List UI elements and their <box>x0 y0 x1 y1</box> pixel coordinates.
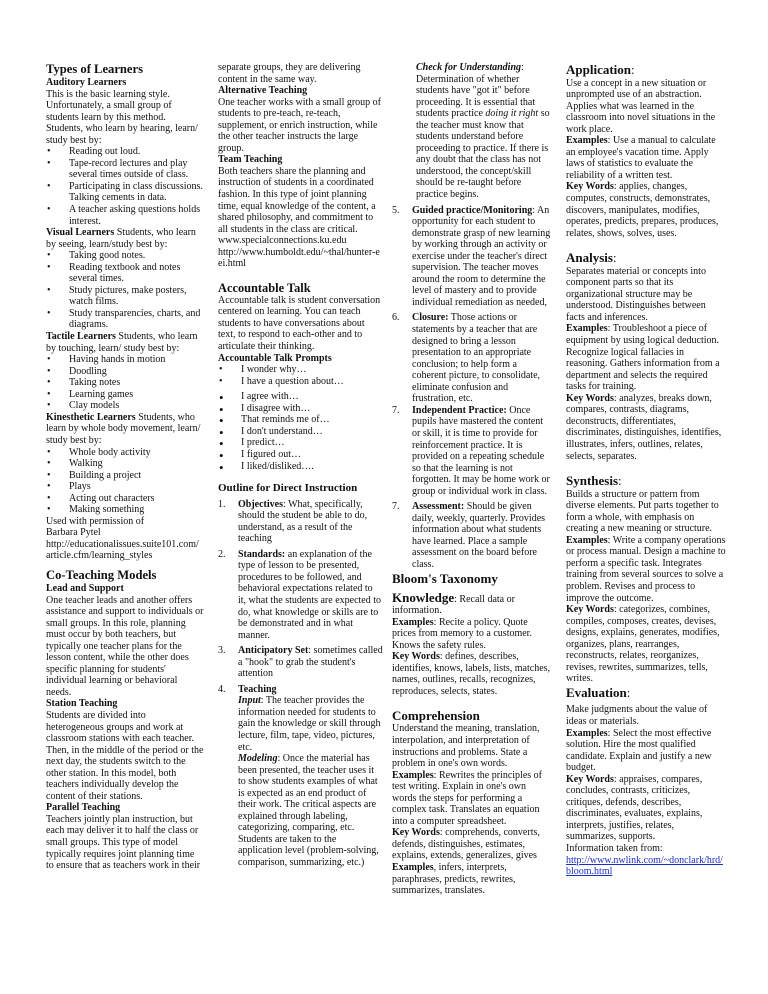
list-item: • Study pictures, make posters, watch films. <box>46 285 204 308</box>
kinesthetic-desc: Students, who learn by whole body movement, learn/ study best by: <box>46 411 201 446</box>
check-understanding-paragraph <box>392 62 552 201</box>
synthesis-heading-line: Synthesis: <box>566 473 622 489</box>
application-text: Use a concept in a new situation or unprompted use of an abstraction. Applies what was learned in the classroom into novel situations in the work place. <box>566 77 716 135</box>
parallel-heading: Parallel Teaching <box>46 802 121 814</box>
list-item: • Whole body activity <box>46 447 204 459</box>
list-item: • Reading textbook and notes several times. <box>46 262 204 285</box>
outline-text: Should be given daily, weekly, quarterly. Provides information about what students have learned. Place a sample assessment on the board before class. <box>412 501 546 570</box>
outline-item-5 <box>392 205 552 309</box>
check-text: : Determination of whether students have "got it" before proceeding. It is essential that students practice <box>416 62 536 120</box>
list-item: • I disagree with… <box>218 403 383 415</box>
examples-text: : Select the most effective solution. Hire the most qualified candidate. Explain and justify a new budget. <box>566 727 712 774</box>
prompts-list-a <box>218 364 383 387</box>
lead-support-text: One teacher leads and another offers assistance and support to individuals or small groups. In this role, planning must occur by both teachers, but typically one teacher plans for the lesson content, while the other does specific planning for students' individual learning or behavioral needs. <box>46 594 204 698</box>
application-heading-line: Application: <box>566 62 635 77</box>
prompts-list-b <box>218 391 383 472</box>
keywords-text: : defines, describes, identifies, knows, labels, lists, matches, names, outlines, recalls, recognizes, reproduces, selects, states. <box>392 651 551 697</box>
comprehension-heading: Comprehension <box>392 708 480 724</box>
station-text: Students are divided into heterogeneous groups and work at classroom stations with each teacher. Then, in the middle of the period or the next day, the students switch to the other station. In this model, both teachers individually develop the content of their stations. <box>46 709 204 802</box>
examples-label: Examples <box>566 135 608 147</box>
evaluation-text: Make judgments about the value of ideas or materials. <box>566 704 708 727</box>
column-4 <box>566 62 726 878</box>
outline-item-assessment <box>392 501 552 570</box>
outline-item-7 <box>392 405 552 497</box>
synthesis-examples <box>566 535 726 604</box>
examples-label: Examples <box>566 727 608 739</box>
parallel-cont: separate groups, they are delivering content in the same way. <box>218 62 361 85</box>
outline-item-4: 4. Teaching <box>218 683 277 695</box>
outline-label: Teaching <box>238 683 277 695</box>
examples-text: : Troubleshoot a piece of equipment by using logical deduction. Recognize logical fallacies in reasoning. Gathers information from a department and selects the required tasks for training. <box>566 323 720 393</box>
comprehension-text: Understand the meaning, translation, interpolation, and interpretation of instructions and problems. State a problem in one's own words. <box>392 723 540 770</box>
keywords-text: : categorizes, combines, compiles, composes, creates, devises, designs, explains, generates, modifies, organizes, plans, rearranges, reconstructs, relates, reorganizes, revises, rewrites, summarizes, tells, writes. <box>566 604 720 685</box>
team-heading: Team Teaching <box>218 154 283 166</box>
list-item: • Building a project <box>46 470 204 482</box>
tactile-desc: Students, who learn by touching, learn/ study best by: <box>46 331 198 354</box>
keywords-text: : comprehends, converts, defends, distinguishes, estimates, explains, extends, generalizes, gives <box>392 827 540 862</box>
analysis-heading-line: Analysis: <box>566 250 617 266</box>
outline-text: Those actions or statements by a teacher that are designed to bring a lesson presentation to an appropriate conclusion; to help form a coherent picture, to consolidate, eliminate confusion and frustration, etc. <box>412 312 541 405</box>
analysis-keywords <box>566 393 726 462</box>
synthesis-text: Builds a structure or pattern from diverse elements. Put parts together to form a whole, with emphasis on creating a new meaning or structure. <box>566 488 719 535</box>
list-item: • I liked/disliked…. <box>218 461 383 473</box>
list-item: • I have a question about… <box>218 376 383 388</box>
outline-text: an explanation of the type of lesson to be presented, procedures to be followed, and behavioral expectations related to it, what the students are expected to do, what knowledge or skills are to be demonstrated and in what manner. <box>238 548 382 641</box>
keywords-label: Key Words <box>566 392 614 404</box>
list-item: • Acting out characters <box>46 493 204 505</box>
outline-item-2: 2. Standards: an explanation of the type of lesson to be presented, procedures to be followed, and behavioral expectations related to it, what the students are expected to do, what knowledge or skills are to be demonstrated and in what manner. <box>218 548 382 641</box>
list-item: • A teacher asking questions holds interest. <box>46 204 204 227</box>
co-teaching-heading: Co-Teaching Models <box>46 567 157 582</box>
evaluation-keywords <box>566 774 726 843</box>
list-item: • Learning games <box>46 389 204 401</box>
auditory-list <box>46 146 204 227</box>
outline-label: Anticipatory Set <box>238 645 309 657</box>
list-item: • Participating in class discussions. Talking cements in data. <box>46 181 204 204</box>
analysis-heading: Analysis <box>566 250 613 266</box>
parallel-text: Teachers jointly plan instruction, but each may deliver it to half the class or small groups. This type of model typically requires joint planning time to ensure that as teachers work in their <box>46 813 201 872</box>
knowledge-sub: : Recall data or information. <box>392 593 515 617</box>
visual-paragraph <box>46 227 204 250</box>
keywords-text: : applies, changes, computes, constructs, demonstrates, discovers, manipulates, modifies, operates, predicts, prepares, produces, relates, shows, solves, uses. <box>566 181 719 239</box>
keywords-label: Key Words <box>566 181 614 193</box>
lead-support-heading: Lead and Support <box>46 582 124 594</box>
tactile-list <box>46 354 204 412</box>
keywords-label: Key Words <box>566 773 614 785</box>
author-name: Barbara Pytel <box>46 527 101 539</box>
list-item: • Study transparencies, charts, and diagrams. <box>46 308 204 331</box>
outline-item-1: 1. Objectives: What, specifically, should the student be able to do, understand, as a result of the teaching <box>218 498 368 545</box>
input-paragraph <box>218 695 383 753</box>
column-3 <box>392 62 552 897</box>
list-item: • I figured out… <box>218 449 383 461</box>
examples-label: Examples <box>392 862 434 873</box>
analysis-examples <box>566 323 726 392</box>
list-item: • Doodling <box>46 366 204 378</box>
auditory-desc: This is the basic learning style. Unfortunately, a small group of students learn by this method. Students, who learn by hearing, learn/ study best by: <box>46 88 198 146</box>
outline-number: 7. <box>392 404 400 416</box>
analysis-text: Separates material or concepts into component parts so that its organizational structure may be understood. Distinguishes between facts and inferences. <box>566 265 706 323</box>
outline-text: Once pupils have mastered the content or skill, it is time to provide for reinforcement practice. It is provided on a repeating schedule so that the learning is not forgotten. It may be home work or group or individual work in class. <box>412 404 550 497</box>
keywords-label: Key Words <box>566 604 614 616</box>
examples-text: : Rewrites the principles of test writing. Explain in one's own words the steps for performing a complex task. Translates an equation into a computer spreadsheet. <box>392 769 542 827</box>
outline-label: Assessment: <box>412 501 465 513</box>
outline-text: : sometimes called a "hook" to grab the student's attention <box>238 645 383 680</box>
list-item: • I wonder why… <box>218 364 383 376</box>
visual-heading: Visual Learners <box>46 227 115 239</box>
outline-number: 6. <box>392 312 400 324</box>
check-emphasis: doing it right <box>485 108 539 120</box>
column-1 <box>46 62 204 872</box>
application-examples <box>566 135 726 181</box>
info-source-link[interactable]: http://www.nwlink.com/~donclark/hrd/bloom.html <box>566 854 723 878</box>
outline-label: Standards: <box>238 548 286 560</box>
visual-desc: Students, who learn by seeing, learn/study best by: <box>46 227 196 250</box>
keywords-text-2: , infers, interprets, paraphrases, predicts, rewrites, summarizes, translates. <box>392 862 516 897</box>
modeling-text: : Once the material has been presented, the teacher uses it to show students examples of what is expected as an end product of their work. The critical aspects are explained through labeling, categorizing, comparing, etc. Students are taken to the application level (problem-solving, comparison, summarizing, etc.) <box>238 753 379 868</box>
accountable-talk-heading: Accountable Talk <box>218 280 311 295</box>
application-keywords <box>566 181 726 239</box>
knowledge-heading: Knowledge <box>392 589 455 605</box>
list-item: • Taking good notes. <box>46 250 204 262</box>
prompts-heading: Accountable Talk Prompts <box>218 352 332 364</box>
list-item: • Walking <box>46 458 204 470</box>
outline-label: Independent Practice: <box>412 404 507 416</box>
check-text-2: so the teacher must know that students understand before proceeding to practice. If there is any doubt that the class has not understood, the concept/skill should be re-taught before practice begins. <box>416 108 550 201</box>
accountable-talk-text: Accountable talk is student conversation centered on learning. You can teach students to have conversations about text, to respond to each-other and to articulate their thinking. <box>218 294 381 353</box>
permission-text: Used with permission of <box>46 515 145 527</box>
synthesis-keywords <box>566 604 726 685</box>
knowledge-paragraph <box>392 590 552 617</box>
list-item: • Plays <box>46 481 204 493</box>
outline-item-3: 3. Anticipatory Set: sometimes called a "hook" to grab the student's attention <box>218 645 383 680</box>
source-url: http://educationalissues.suite101.com/ article.cfm/learning_styles <box>46 538 199 562</box>
examples-label: Examples <box>392 769 434 781</box>
reference-url-1: www.specialconnections.ku.edu <box>218 235 347 247</box>
list-item: • I predict… <box>218 437 383 449</box>
kinesthetic-paragraph <box>46 412 204 447</box>
examples-label: Examples <box>566 323 608 335</box>
alternative-heading: Alternative Teaching <box>218 85 308 97</box>
list-item: • Tape-record lectures and play several times outside of class. <box>46 158 204 181</box>
examples-text: : Use a manual to calculate an employee's vacation time. Apply laws of statistics to evaluate the reliability of a written test. <box>566 135 716 181</box>
comprehension-keywords <box>392 827 552 896</box>
info-taken-label: Information taken from: <box>566 843 663 854</box>
comprehension-examples <box>392 770 552 828</box>
list-item: • I don't understand… <box>218 426 383 438</box>
evaluation-heading-line: Evaluation: <box>566 684 631 700</box>
examples-label: Examples <box>392 616 434 628</box>
input-text: : The teacher provides the information needed for students to gain the knowledge or skill through lecture, film, tape, video, pictures, etc. <box>238 695 381 753</box>
outline-label: Objectives <box>238 498 283 510</box>
column-2 <box>218 62 383 869</box>
blooms-taxonomy-heading: Bloom's Taxonomy <box>392 570 498 586</box>
keywords-text: : appraises, compares, concludes, contrasts, criticizes, critiques, defends, describes, discriminates, evaluates, explains, interprets, justifies, relates, summarizes, supports. <box>566 773 703 843</box>
types-of-learners-heading: Types of Learners <box>46 62 144 76</box>
list-item: • Reading out loud. <box>46 146 204 158</box>
keywords-label: Key Words <box>392 827 440 839</box>
list-item: • That reminds me of… <box>218 414 383 426</box>
modeling-label: Modeling <box>238 753 278 765</box>
keywords-text: : analyzes, breaks down, compares, contrasts, diagrams, deconstructs, differentiates, discriminates, distinguishes, identifies, illustrates, infers, outlines, relates, selects, separates. <box>566 392 722 462</box>
keywords-label: Key Words <box>392 651 440 663</box>
kinesthetic-list <box>46 447 204 516</box>
synthesis-heading: Synthesis <box>566 473 619 489</box>
list-item: • Having hands in motion <box>46 354 204 366</box>
outline-label: Closure: <box>412 312 449 324</box>
knowledge-examples <box>392 617 552 652</box>
examples-label: Examples <box>566 534 608 546</box>
outline-number: 5. <box>392 204 400 216</box>
application-heading: Application <box>566 62 632 77</box>
reference-url-2: http://www.humboldt.edu/~thal/hunter-eei.html <box>218 246 380 270</box>
tactile-paragraph <box>46 331 204 354</box>
list-item: • Clay models <box>46 400 204 412</box>
evaluation-examples <box>566 728 726 774</box>
kinesthetic-heading: Kinesthetic Learners <box>46 411 136 423</box>
team-text: Both teachers share the planning and instruction of students in a coordinated fashion. In this type of joint planning time, equal knowledge of the content, a shared philosophy, and commitment to all students in the class are critical. <box>218 165 376 235</box>
station-heading: Station Teaching <box>46 698 118 710</box>
examples-text: : Write a company operations or process manual. Design a machine to perform a specific task. Integrates training from several sources to solve a problem. Revises and process to improve the outcome. <box>566 534 726 604</box>
outline-text: : An opportunity for each student to demonstrate grasp of new learning by working through an activity or exercise under the teacher's direct supervision. The teacher moves around the room to determine the level of mastery and to provide individual remediation as needed, <box>412 204 551 308</box>
visual-list <box>46 250 204 331</box>
auditory-heading: Auditory Learners <box>46 77 127 88</box>
knowledge-keywords <box>392 651 552 697</box>
list-item: • I agree with… <box>218 391 383 403</box>
evaluation-heading: Evaluation <box>566 684 627 700</box>
alternative-text: One teacher works with a small group of students to pre-teach, re-teach, supplement, or enrich instruction, while the other teacher instructs the large group. <box>218 96 382 154</box>
outline-number: 7. <box>392 501 400 513</box>
outline-heading: Outline for Direct Instruction <box>218 482 358 495</box>
info-source-line <box>566 855 726 878</box>
outline-text: : What, specifically, should the student be able to do, understand, as a result of the teaching <box>238 498 368 545</box>
outline-item-6 <box>392 312 552 404</box>
list-item: • Taking notes <box>46 377 204 389</box>
list-item: • Making something <box>46 504 204 516</box>
examples-text: : Recite a policy. Quote prices from memory to a customer. Knows the safety rules. <box>392 616 532 651</box>
tactile-heading: Tactile Learners <box>46 331 116 343</box>
modeling-paragraph <box>218 753 383 868</box>
input-label: Input <box>238 695 261 707</box>
check-label: Check for Understanding <box>416 62 522 73</box>
outline-label: Guided practice/Monitoring <box>412 204 533 216</box>
